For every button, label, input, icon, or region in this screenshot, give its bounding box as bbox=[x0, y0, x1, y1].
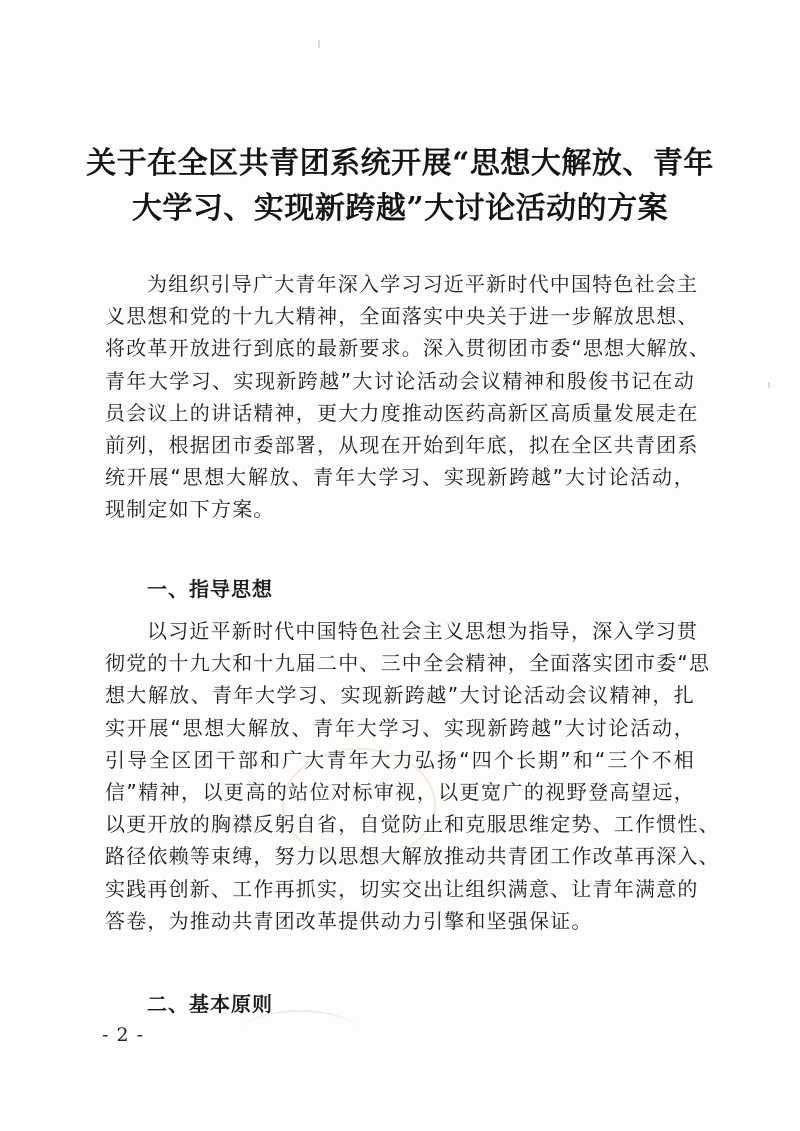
paragraph-line: 信”精神，以更高的站位对标审视，以更宽广的视野登高望远， bbox=[105, 780, 695, 805]
paragraph-line: 青年大学习、实现新跨越”大讨论活动会议精神和殷俊书记在动 bbox=[105, 368, 695, 393]
intro-paragraph bbox=[105, 268, 711, 526]
paragraph-line: 现制定如下方案。 bbox=[105, 497, 275, 522]
paragraph-line: 前列，根据团市委部署，从现在开始到年底，拟在全区共青团系 bbox=[105, 433, 699, 458]
paragraph-line: 统开展“思想大解放、青年大学习、实现新跨越”大讨论活动， bbox=[105, 465, 695, 490]
paragraph-line: 以更开放的胸襟反躬自省，自觉防止和克服思维定势、工作惯性、 bbox=[105, 812, 720, 837]
title-line: 关于在全区共青团系统开展“思想大解放、青年 bbox=[86, 146, 714, 181]
document-title bbox=[60, 141, 740, 231]
paragraph-line: 为组织引导广大青年深入学习习近平新时代中国特色社会主 bbox=[147, 272, 699, 296]
guiding-ideology-paragraph bbox=[105, 615, 720, 937]
paragraph-line: 引导全区团干部和广大青年大力弘扬“四个长期”和“三个不相 bbox=[105, 747, 695, 772]
title-line: 大学习、实现新跨越”大讨论活动的方案 bbox=[131, 191, 669, 226]
paragraph-line: 路径依赖等束缚，努力以思想大解放推动共青团工作改革再深入、 bbox=[105, 844, 720, 869]
paragraph-line: 义思想和党的十九大精神，全面落实中央关于进一步解放思想、 bbox=[105, 304, 699, 329]
paragraph-line: 以习近平新时代中国特色社会主义思想为指导，深入学习贯 bbox=[147, 619, 699, 643]
page-number: - 2 - bbox=[102, 1024, 145, 1046]
paragraph-line: 将改革开放进行到底的最新要求。深入贯彻团市委“思想大解放、 bbox=[105, 336, 711, 361]
paragraph-line: 员会议上的讲话精神，更大力度推动医药高新区高质量发展走在 bbox=[105, 400, 699, 425]
paragraph-line: 实践再创新、工作再抓实，切实交出让组织满意、让青年满意的 bbox=[105, 876, 699, 901]
section-heading-basic-principles: 二、基本原则 bbox=[147, 992, 273, 1016]
paragraph-line: 答卷，为推动共青团改革提供动力引擎和坚强保证。 bbox=[105, 908, 593, 933]
paragraph-line: 彻党的十九大和十九届二中、三中全会精神，全面落实团市委“思 bbox=[105, 651, 711, 676]
paragraph-line: 想大解放、青年大学习、实现新跨越”大讨论活动会议精神，扎 bbox=[105, 683, 695, 708]
scan-mark bbox=[318, 40, 320, 48]
section-heading-guiding-ideology: 一、指导思想 bbox=[147, 577, 273, 601]
paragraph-line: 实开展“思想大解放、青年大学习、实现新跨越”大讨论活动， bbox=[105, 715, 695, 740]
scan-mark bbox=[768, 382, 770, 388]
